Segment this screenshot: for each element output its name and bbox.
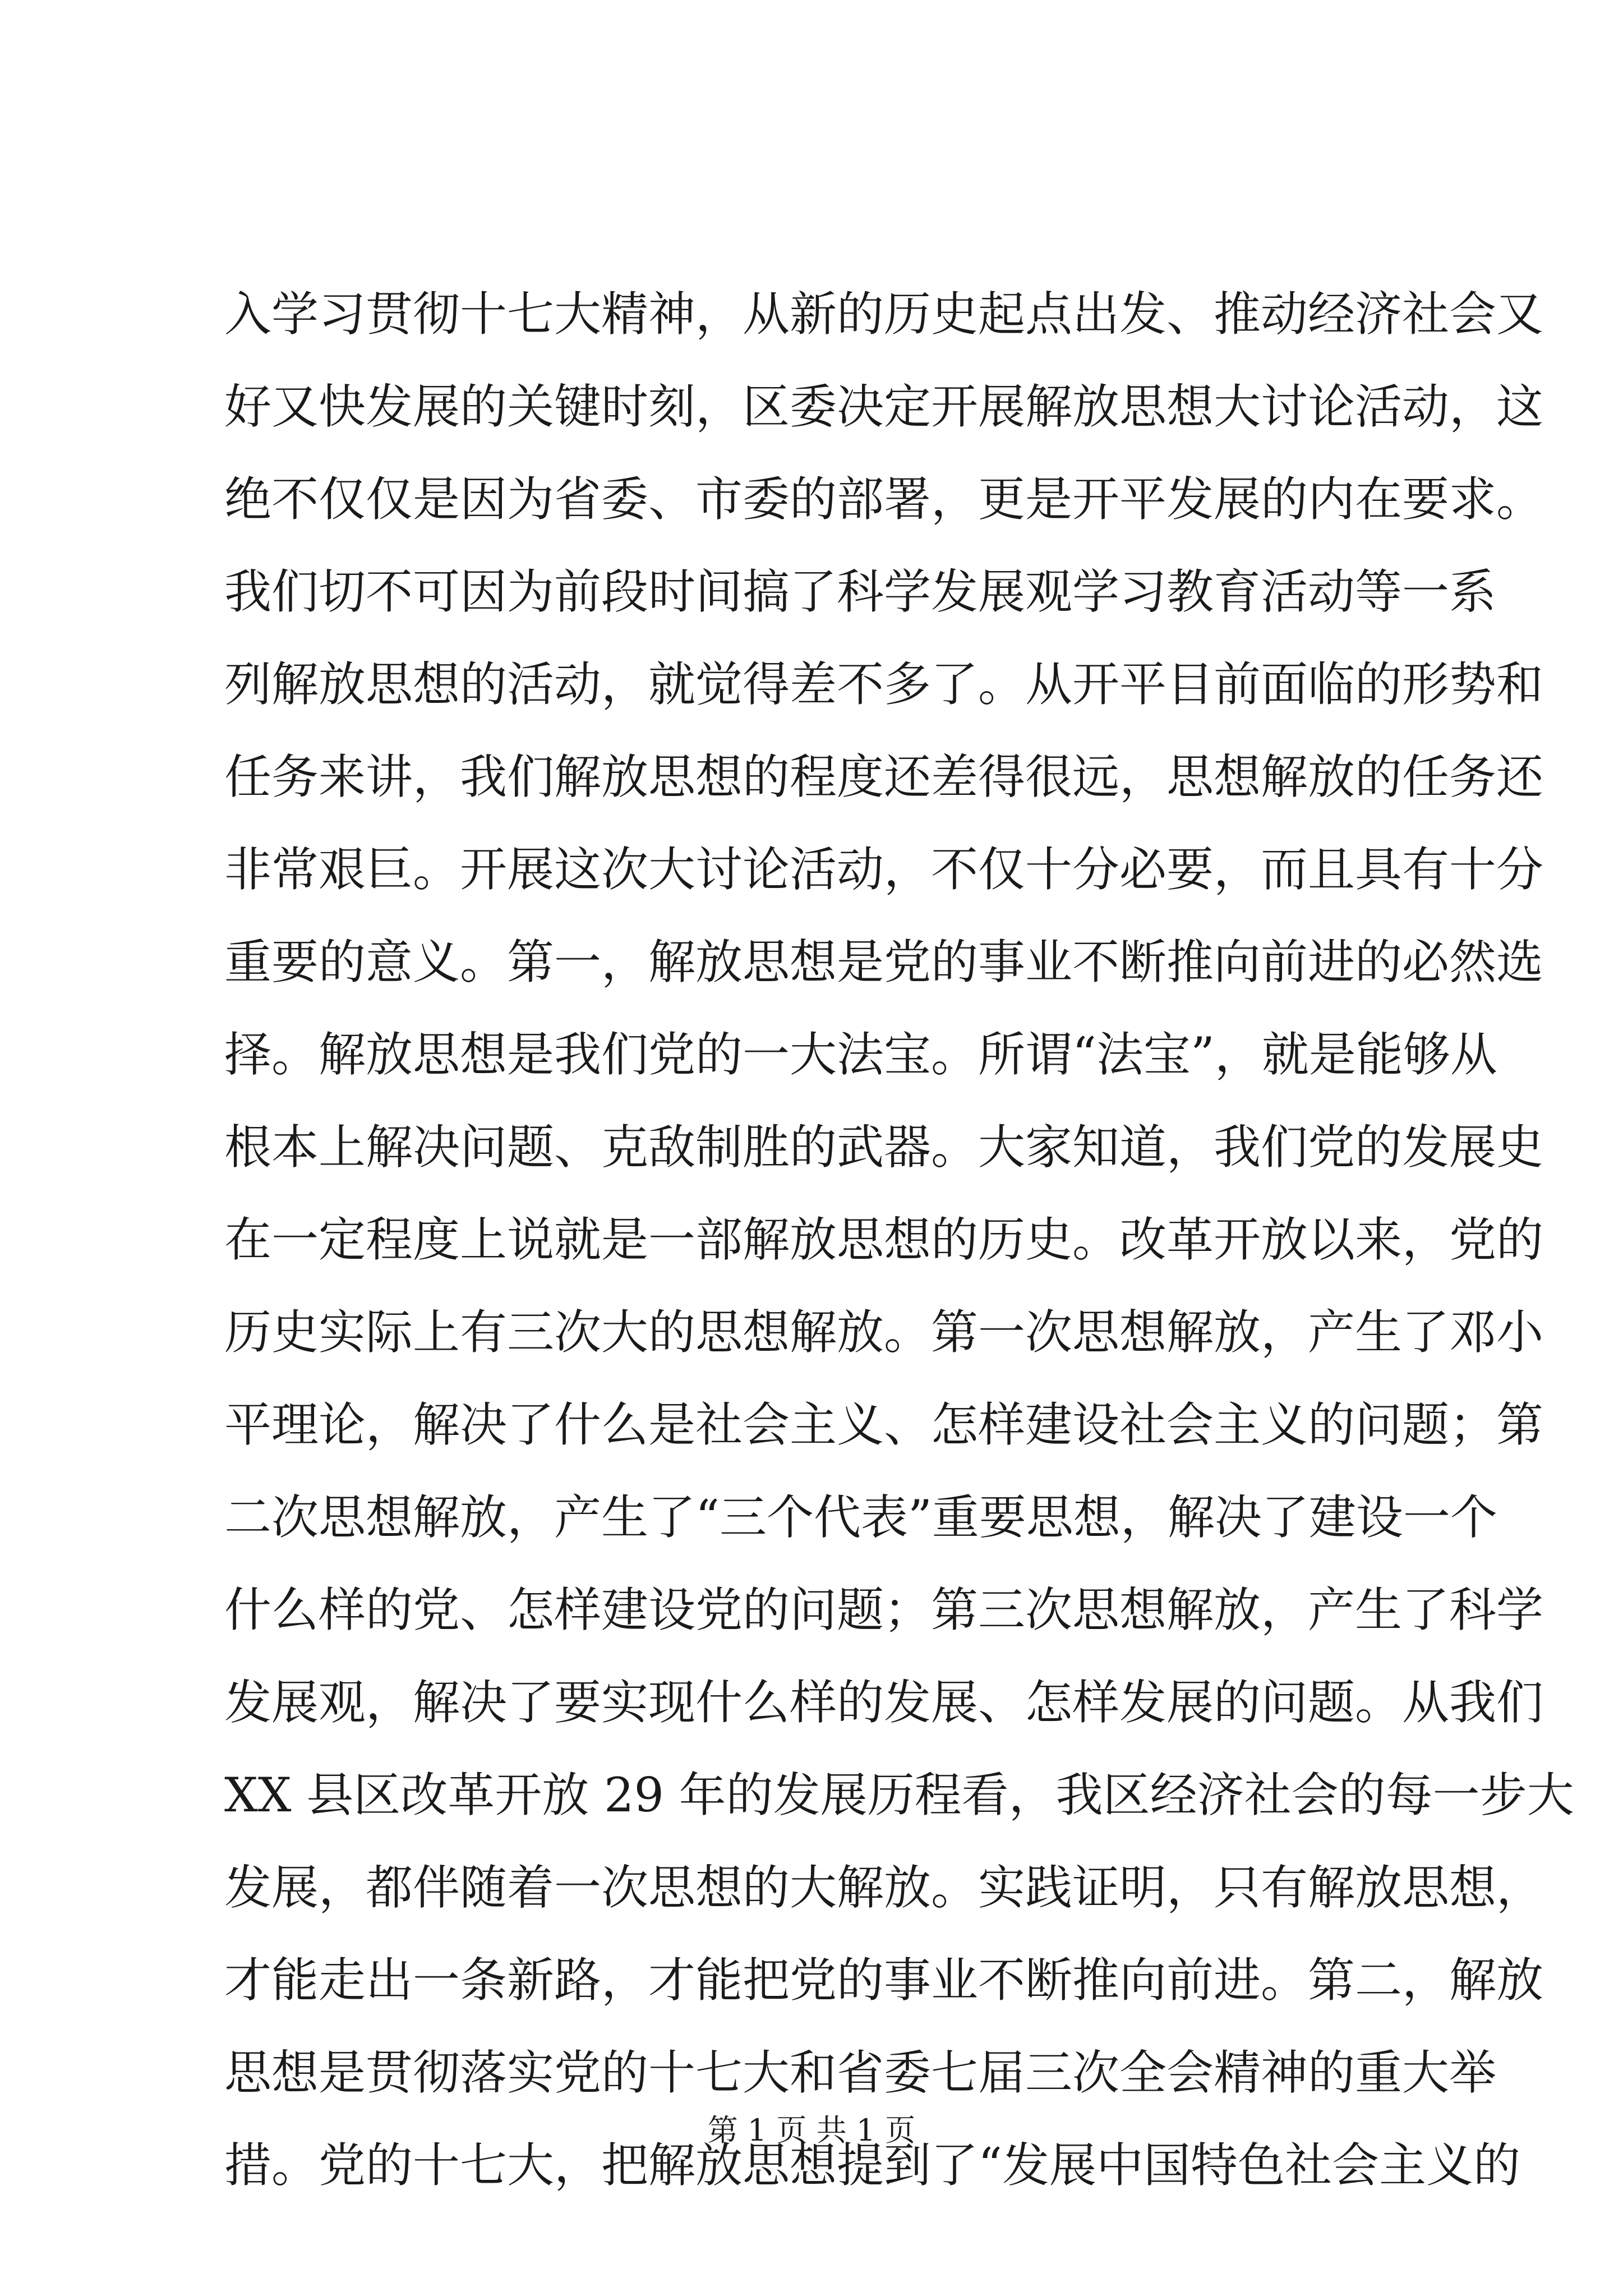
text-line: 绝不仅仅是因为省委、市委的部署，更是开平发展的内在要求。 [224,472,1544,527]
text-line: 发展观，解决了要实现什么样的发展、怎样发展的问题。从我们 [224,1675,1544,1730]
text-line: XX 县区改革开放 29 年的发展历程看，我区经济社会的每一步大 [224,1768,1574,1823]
text-line: 才能走出一条新路，才能把党的事业不断推向前进。第二，解放 [224,1953,1544,2008]
text-line: 二次思想解放，产生了“三个代表”重要思想，解决了建设一个 [224,1490,1497,1545]
text-line: 择。解放思想是我们党的一大法宝。所谓“法宝”，就是能够从 [224,1027,1497,1082]
text-line: 任务来讲，我们解放思想的程度还差得很远，思想解放的任务还 [224,749,1544,804]
text-line: 历史实际上有三次大的思想解放。第一次思想解放，产生了邓小 [224,1305,1544,1360]
text-line: 好又快发展的关键时刻，区委决定开展解放思想大讨论活动，这 [224,379,1544,434]
page-footer: 第 1 页 共 1 页 [707,2113,916,2148]
text-line: 措。党的十七大，把解放思想提到了“发展中国特色社会主义的 [224,2138,1520,2193]
text-line: 重要的意义。第一，解放思想是党的事业不断推向前进的必然选 [224,935,1544,990]
text-line: 根本上解决问题、克敌制胜的武器。大家知道，我们党的发展史 [224,1120,1544,1175]
text-line: 我们切不可因为前段时间搞了科学发展观学习教育活动等一系 [224,564,1497,619]
text-line: 平理论，解决了什么是社会主义、怎样建设社会主义的问题；第 [224,1397,1544,1452]
text-line: 什么样的党、怎样建设党的问题；第三次思想解放，产生了科学 [224,1582,1544,1637]
text-line: 发展，都伴随着一次思想的大解放。实践证明，只有解放思想， [224,1860,1544,1915]
text-line: 非常艰巨。开展这次大讨论活动，不仅十分必要，而且具有十分 [224,842,1544,897]
text-line: 列解放思想的活动，就觉得差不多了。从开平目前面临的形势和 [224,657,1544,712]
text-line: 入学习贯彻十七大精神，从新的历史起点出发、推动经济社会又 [224,287,1544,342]
body-text [224,268,1574,2212]
text-line: 思想是贯彻落实党的十七大和省委七届三次全会精神的重大举 [224,2045,1497,2100]
text-line: 在一定程度上说就是一部解放思想的历史。改革开放以来，党的 [224,1212,1544,1267]
